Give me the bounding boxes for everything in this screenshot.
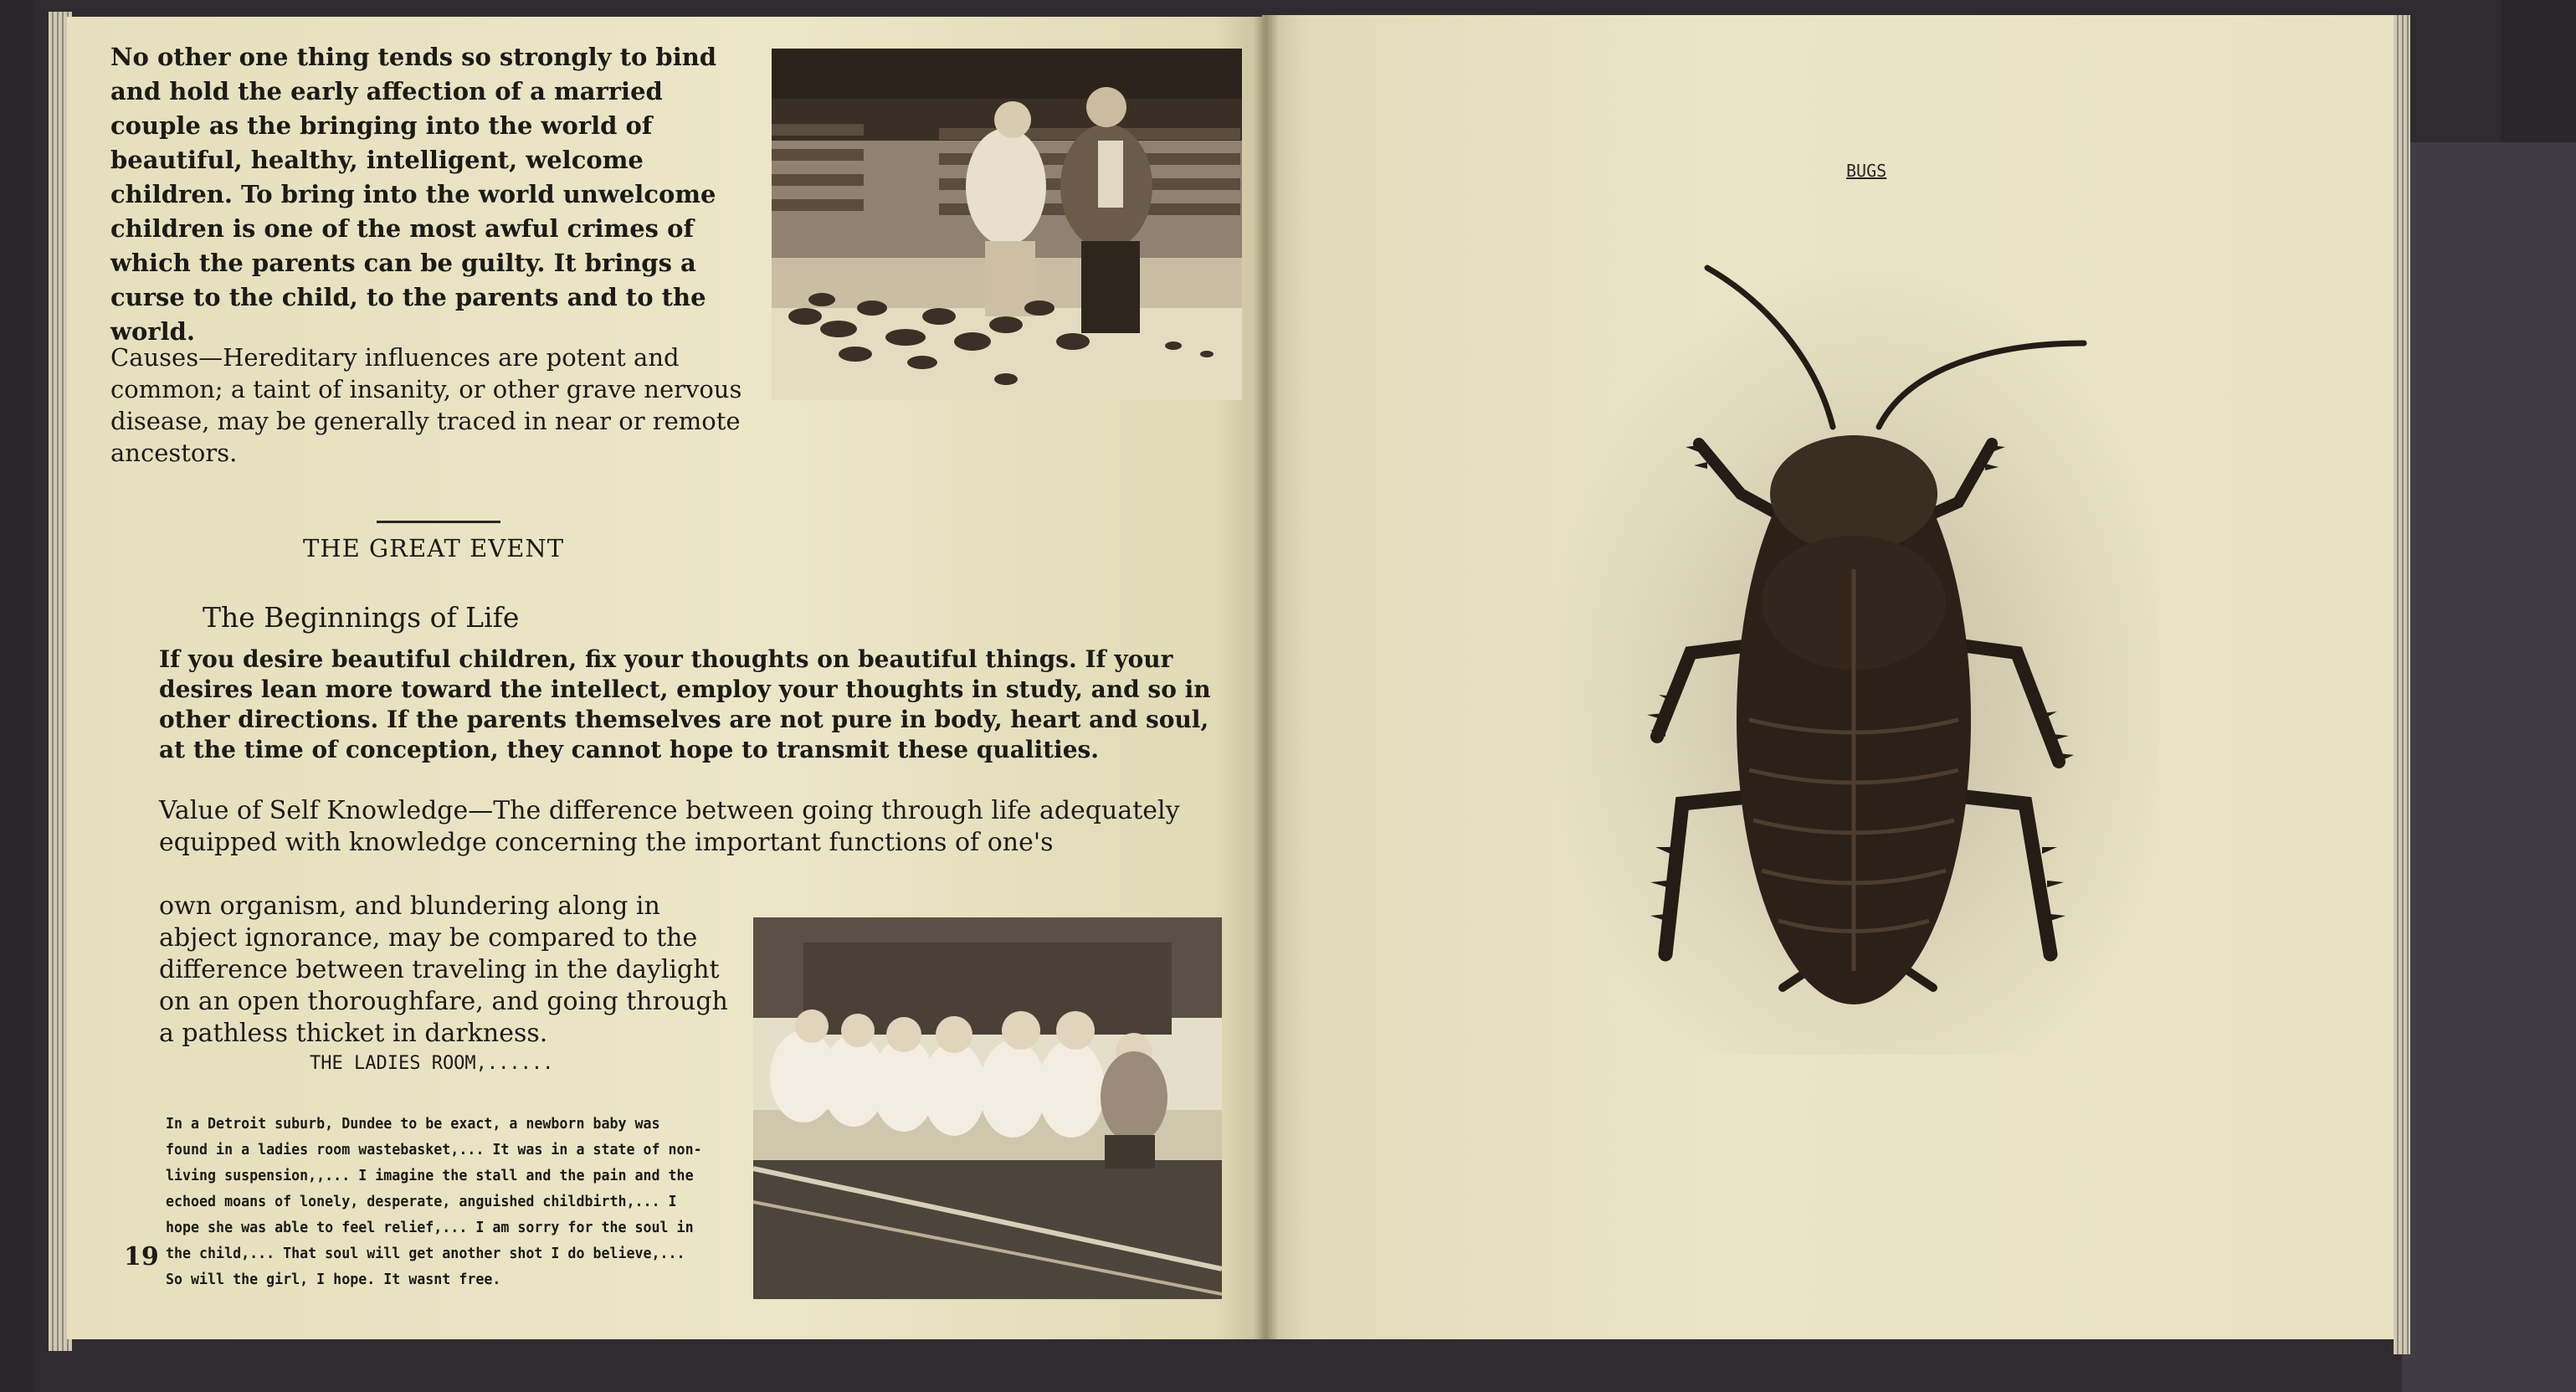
book-cover-edge (2402, 142, 2576, 1392)
self-knowledge-paragraph: Value of Self Knowledge—The difference between going through life adequately equipped with knowledge concerning the important functions of one's (159, 796, 1180, 857)
page-number: 19 (124, 1242, 159, 1271)
photo-babies-row (753, 917, 1222, 1299)
bugs-label: BUGS (1846, 161, 1887, 181)
self-knowledge-continued: own organism, and blundering along in abject ignorance, may be compared to the difference between traveling in the daylight on an open thoroughfare, and going through a pathless thicket in darkness. (159, 891, 728, 1048)
photo-couple-bench (772, 49, 1242, 400)
book-gutter (1254, 15, 1279, 1339)
subheading: The Beginnings of Life (203, 601, 520, 634)
intro-paragraph: No other one thing tends so strongly to bind and hold the early affection of a married couple as the bringing into the world of beautiful, healthy, intelligent, welcome children. To bring into the world unwelcome children is one of the most awful crimes of which the parents can be guilty. It brings a curse to the child, to the parents and to the world. (110, 43, 717, 346)
ladies-room-heading: THE LADIES ROOM,...... (310, 1053, 554, 1074)
section-heading: THE GREAT EVENT (303, 534, 565, 562)
right-page-stack (2394, 15, 2410, 1354)
story-paragraph: In a Detroit suburb, Dundee to be exact, a newborn baby was found in a ladies room wastebasket,... It was in a state of non-living suspension,,... I imagine the stall and the pain and the echoed moans of lonely, desperate, anguished childbirth,... I hope she was able to feel relief,... I am sorry for the soul in the child,... That soul will get another shot I do believe,... So will the girl, I hope. It wasnt free. (166, 1116, 702, 1288)
section-divider (377, 521, 500, 523)
beginnings-paragraph: If you desire beautiful children, fix your thoughts on beautiful things. If your desires lean more toward the intellect, employ your thoughts in study, and so in other directions. If the parents themselves are not pure in body, heart and soul, at the time of conception, they cannot hope to transmit these qualities. (159, 645, 1211, 763)
causes-paragraph: Causes—Hereditary influences are potent and common; a taint of insanity, or other grave nervous disease, may be generally traced in near or remote ancestors. (110, 343, 742, 467)
cockroach-illustration (1540, 251, 2159, 1055)
